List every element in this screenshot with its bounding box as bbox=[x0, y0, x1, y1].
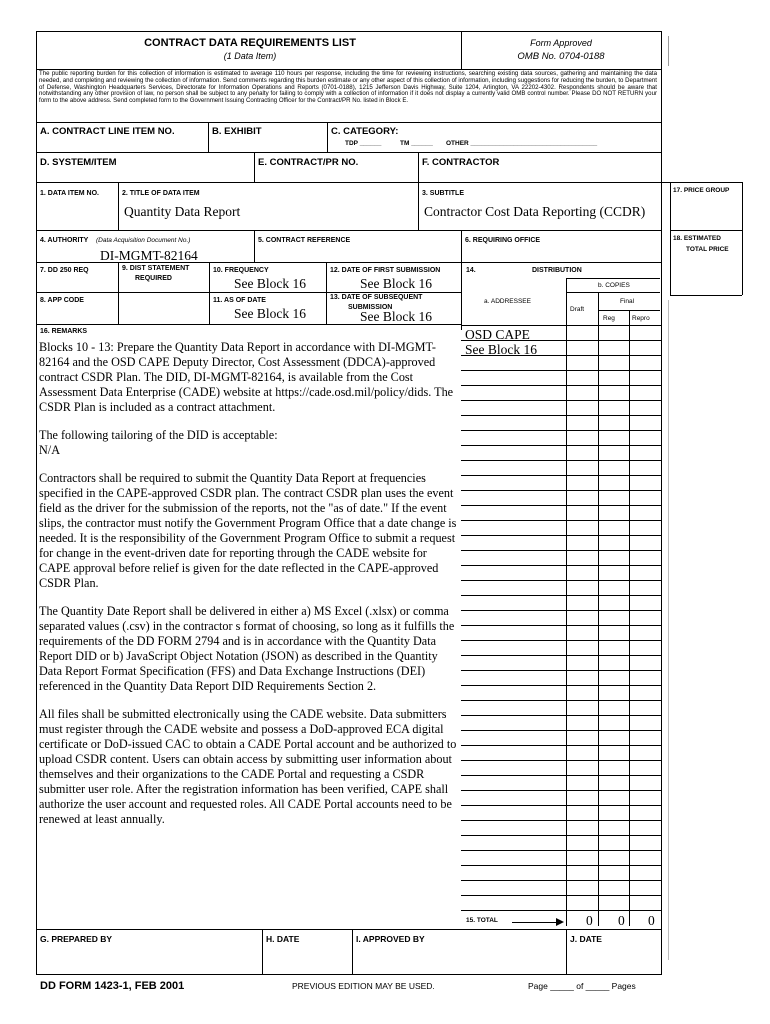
scan-edge-mark bbox=[668, 300, 669, 960]
total-reg: 0 bbox=[618, 913, 625, 928]
distribution-row-line bbox=[461, 565, 661, 566]
exhibit-label: B. EXHIBIT bbox=[212, 126, 262, 137]
distribution-row-line bbox=[461, 430, 661, 431]
data-item-no-label: 1. DATA ITEM NO. bbox=[40, 190, 99, 197]
divider bbox=[418, 152, 419, 182]
distribution-row-line bbox=[461, 415, 661, 416]
authority-note: (Data Acquisition Document No.) bbox=[96, 237, 191, 244]
title-value: Quantity Data Report bbox=[124, 204, 241, 219]
distribution-row-line bbox=[461, 490, 661, 491]
distribution-row-line bbox=[461, 910, 661, 911]
distribution-row-line bbox=[461, 820, 661, 821]
reg-label: Reg bbox=[603, 315, 615, 322]
authority-label: 4. AUTHORITY bbox=[40, 237, 89, 244]
divider bbox=[461, 230, 462, 262]
notice-bottom-rule bbox=[36, 122, 662, 123]
distribution-row-line bbox=[461, 700, 661, 701]
title-label: 2. TITLE OF DATA ITEM bbox=[122, 190, 200, 197]
distribution-row-line bbox=[461, 835, 661, 836]
prepared-by-label: G. PREPARED BY bbox=[40, 934, 113, 944]
distribution-row-line bbox=[461, 715, 661, 716]
distribution-row-line bbox=[461, 325, 661, 326]
distribution-row-line bbox=[461, 595, 661, 596]
rule bbox=[36, 262, 662, 263]
total-draft: 0 bbox=[586, 913, 593, 928]
divider bbox=[118, 262, 119, 324]
rule bbox=[36, 929, 662, 930]
divider bbox=[326, 262, 327, 324]
divider bbox=[418, 182, 419, 230]
app-code-label: 8. APP CODE bbox=[40, 297, 84, 304]
distribution-row-line bbox=[461, 475, 661, 476]
distribution-row-line bbox=[461, 580, 661, 581]
distribution-row-line bbox=[461, 445, 661, 446]
divider bbox=[254, 152, 255, 182]
remarks-paragraph: All files shall be submitted electronically using the CADE website. Data submitters must register through the CADE website and possess a DoD-approved ECA digital certificate or DoD-issued CAC to obtain a CADE Portal account and be authorized to upload CSDR content. Users can obtain access by submitting user information about themselves and their organizations to the CADE Portal and requesting a CSDR submitter user role. After the registration information has been verified, CAPE shall authorize the user account and requested roles. All CADE Portal accounts need to be renewed at least annually. bbox=[39, 707, 457, 826]
total-arrow-icon bbox=[512, 922, 558, 923]
divider bbox=[566, 929, 567, 974]
form-approved: Form Approved bbox=[530, 38, 592, 48]
distribution-label: DISTRIBUTION bbox=[532, 267, 582, 274]
distribution-row-line bbox=[461, 385, 661, 386]
rule bbox=[670, 230, 742, 231]
rule bbox=[36, 152, 662, 153]
rule bbox=[36, 292, 462, 293]
category-label: C. CATEGORY: bbox=[331, 126, 399, 137]
rule bbox=[566, 292, 660, 293]
approved-by-label: I. APPROVED BY bbox=[356, 934, 425, 944]
price-col-left bbox=[670, 182, 671, 295]
divider bbox=[262, 929, 263, 974]
distribution-row-line bbox=[461, 520, 661, 521]
subtitle-label: 3. SUBTITLE bbox=[422, 190, 465, 197]
frequency-label: 10. FREQUENCY bbox=[213, 267, 269, 274]
dist-addressee-2: See Block 16 bbox=[465, 342, 537, 357]
divider bbox=[352, 929, 353, 974]
divider bbox=[254, 230, 255, 262]
copies-label: b. COPIES bbox=[598, 282, 630, 289]
as-of-date-value: See Block 16 bbox=[234, 306, 306, 321]
divider bbox=[208, 122, 209, 152]
total-label: 15. TOTAL bbox=[466, 917, 498, 924]
estimated-label: 18. ESTIMATED bbox=[673, 235, 721, 242]
distribution-row-line bbox=[461, 610, 661, 611]
distribution-row-line bbox=[461, 880, 661, 881]
divider bbox=[598, 292, 599, 926]
rule bbox=[36, 182, 742, 183]
previous-edition: PREVIOUS EDITION MAY BE USED. bbox=[292, 981, 435, 991]
repro-label: Repro bbox=[632, 315, 650, 322]
category-other: OTHER ___________________________________ bbox=[446, 140, 598, 147]
header-divider bbox=[461, 31, 462, 69]
rule bbox=[566, 278, 660, 279]
distribution-row-line bbox=[461, 400, 661, 401]
contract-pr-label: E. CONTRACT/PR NO. bbox=[258, 157, 359, 168]
prepared-date-label: H. DATE bbox=[266, 934, 300, 944]
dist-statement-label: 9. DIST STATEMENT bbox=[122, 265, 190, 272]
distribution-row-line bbox=[461, 670, 661, 671]
distribution-row-line bbox=[461, 625, 661, 626]
frequency-value: See Block 16 bbox=[234, 276, 306, 291]
distribution-row-line bbox=[461, 460, 661, 461]
distribution-number-label: 14. bbox=[466, 267, 476, 274]
dd250-label: 7. DD 250 REQ bbox=[40, 267, 89, 274]
as-of-date-label: 11. AS OF DATE bbox=[213, 297, 266, 304]
subsequent-label: 13. DATE OF SUBSEQUENT bbox=[330, 294, 423, 301]
distribution-row-line bbox=[461, 655, 661, 656]
divider bbox=[209, 262, 210, 324]
system-item-label: D. SYSTEM/ITEM bbox=[40, 157, 117, 168]
remarks-paragraph: Contractors shall be required to submit the Quantity Data Report at frequencies specified in the CAPE-approved CSDR plan. The contract CSDR plan uses the event field as the driver for the submission of the reports, not the "as of date." If the event slips, the contractor must notify the Government Program Office that a date change is needed. It is the responsibility of the Government Program Office to submit a request for change in the event-driven date for reporting through the CADE website for CAPE approval before relief is given for the date reflected in the CAPE-approved CSDR Plan. bbox=[39, 471, 457, 590]
distribution-row-line bbox=[461, 685, 661, 686]
page-count: Page _____ of _____ Pages bbox=[528, 981, 636, 991]
first-submission-label: 12. DATE OF FIRST SUBMISSION bbox=[330, 267, 441, 274]
contractor-label: F. CONTRACTOR bbox=[422, 157, 500, 168]
final-label: Final bbox=[620, 298, 635, 305]
first-submission-value: See Block 16 bbox=[360, 276, 432, 291]
authority-value: DI-MGMT-82164 bbox=[100, 248, 198, 263]
remarks-tailoring: The following tailoring of the DID is acceptable: bbox=[39, 428, 278, 442]
distribution-row-line bbox=[461, 775, 661, 776]
omb-number: OMB No. 0704-0188 bbox=[517, 51, 605, 62]
distribution-row-line bbox=[461, 760, 661, 761]
dist-required-label: REQUIRED bbox=[135, 275, 172, 282]
distribution-row-line bbox=[461, 895, 661, 896]
approved-date-label: J. DATE bbox=[570, 934, 602, 944]
rule bbox=[36, 230, 662, 231]
distribution-row-line bbox=[461, 850, 661, 851]
addressee-label: a. ADDRESSEE bbox=[484, 298, 531, 305]
divider bbox=[118, 182, 119, 230]
price-group-label: 17. PRICE GROUP bbox=[673, 187, 730, 194]
form-id: DD FORM 1423-1, FEB 2001 bbox=[40, 980, 185, 992]
distribution-row-line bbox=[461, 550, 661, 551]
category-tdp: TDP ______ bbox=[345, 140, 382, 147]
remarks-body bbox=[39, 340, 461, 840]
total-price-label: TOTAL PRICE bbox=[686, 246, 729, 253]
distribution-row-line bbox=[461, 745, 661, 746]
subtitle-value: Contractor Cost Data Reporting (CCDR) bbox=[424, 204, 646, 219]
draft-label: Draft bbox=[570, 306, 585, 313]
distribution-row-line bbox=[461, 640, 661, 641]
distribution-row-line bbox=[461, 805, 661, 806]
remarks-paragraph: The Quantity Date Report shall be delivered in either a) MS Excel (.xlsx) or comma separated values (.csv) in the contractor s format of choosing, so long as it fulfills the requirements of the DD FORM 2794 and is in accordance with the Quantity Data Report DID or b) JavaScript Object Notation (JSON) as described in the Quantity Data Report Format Specification (FFS) and Data Exchange Instructions (DEI) referenced in the Quantity Data Report DID Requirements Section 2. bbox=[39, 604, 455, 693]
scan-edge-mark bbox=[668, 36, 669, 66]
rule bbox=[36, 324, 462, 325]
distribution-row-line bbox=[461, 535, 661, 536]
remarks-paragraph: Blocks 10 - 13: Prepare the Quantity Data Report in accordance with DI-MGMT-82164 and the OSD CAPE Deputy Director, Cost Assessment (DDCA)-approved contract CSDR Plan. The DID, DI-MGMT-82164, is available from the Cost Assessment Data Enterprise (CADE) website at https://cade.osd.mil/policy/dids. The CSDR Plan is included as a contract attachment. bbox=[39, 340, 454, 414]
distribution-row-line bbox=[461, 370, 661, 371]
divider bbox=[327, 122, 328, 152]
total-repro: 0 bbox=[648, 913, 655, 928]
remarks-label: 16. REMARKS bbox=[40, 328, 88, 335]
contract-line-item-label: A. CONTRACT LINE ITEM NO. bbox=[40, 126, 175, 137]
distribution-row-line bbox=[461, 790, 661, 791]
contract-reference-label: 5. CONTRACT REFERENCE bbox=[258, 237, 351, 244]
total-arrow-head-icon bbox=[556, 918, 564, 926]
distribution-row-line bbox=[461, 865, 661, 866]
subsequent-value: See Block 16 bbox=[360, 309, 432, 324]
category-tm: TM ______ bbox=[400, 140, 433, 147]
requiring-office-label: 6. REQUIRING OFFICE bbox=[465, 237, 541, 244]
dist-addressee-1: OSD CAPE bbox=[465, 327, 530, 342]
remarks-tailoring-value: N/A bbox=[39, 443, 60, 457]
divider bbox=[566, 278, 567, 926]
form-title: CONTRACT DATA REQUIREMENTS LIST bbox=[144, 37, 356, 49]
form-subtitle: (1 Data Item) bbox=[223, 51, 277, 61]
rule bbox=[670, 295, 742, 296]
divider bbox=[461, 262, 462, 330]
divider bbox=[629, 310, 630, 926]
submission-label: SUBMISSION bbox=[348, 304, 393, 311]
distribution-row-line bbox=[461, 505, 661, 506]
burden-notice: The public reporting burden for this collection of information is estimated to average 110 hours per response, including the time for reviewing instructions, searching existing data sources, gathering and maintaining the data needed, and completing and reviewing the collection of information. Send comments regarding this burden estimate or any other aspect of this collection of information, including suggestions for reducing the burden, to Department of Defense, Washington Headquarters Services, Directorate for Information Operations and Reports (0701-0188), 1215 Jefferson Davis Highway, Suite 1204, Arlington, VA 22202-4302. Respondents should be aware that notwithstanding any other provision of law, no person shall be subject to any penalty for failing to comply with a collection of information if it does not display a currently valid OMB control number. Please DO NOT RETURN your form to the above address. Send completed form to the Government Issuing Contracting Officer for the Contract/PR No. listed in Block E. bbox=[39, 70, 657, 105]
price-col-right bbox=[742, 182, 743, 295]
distribution-row-line bbox=[461, 730, 661, 731]
